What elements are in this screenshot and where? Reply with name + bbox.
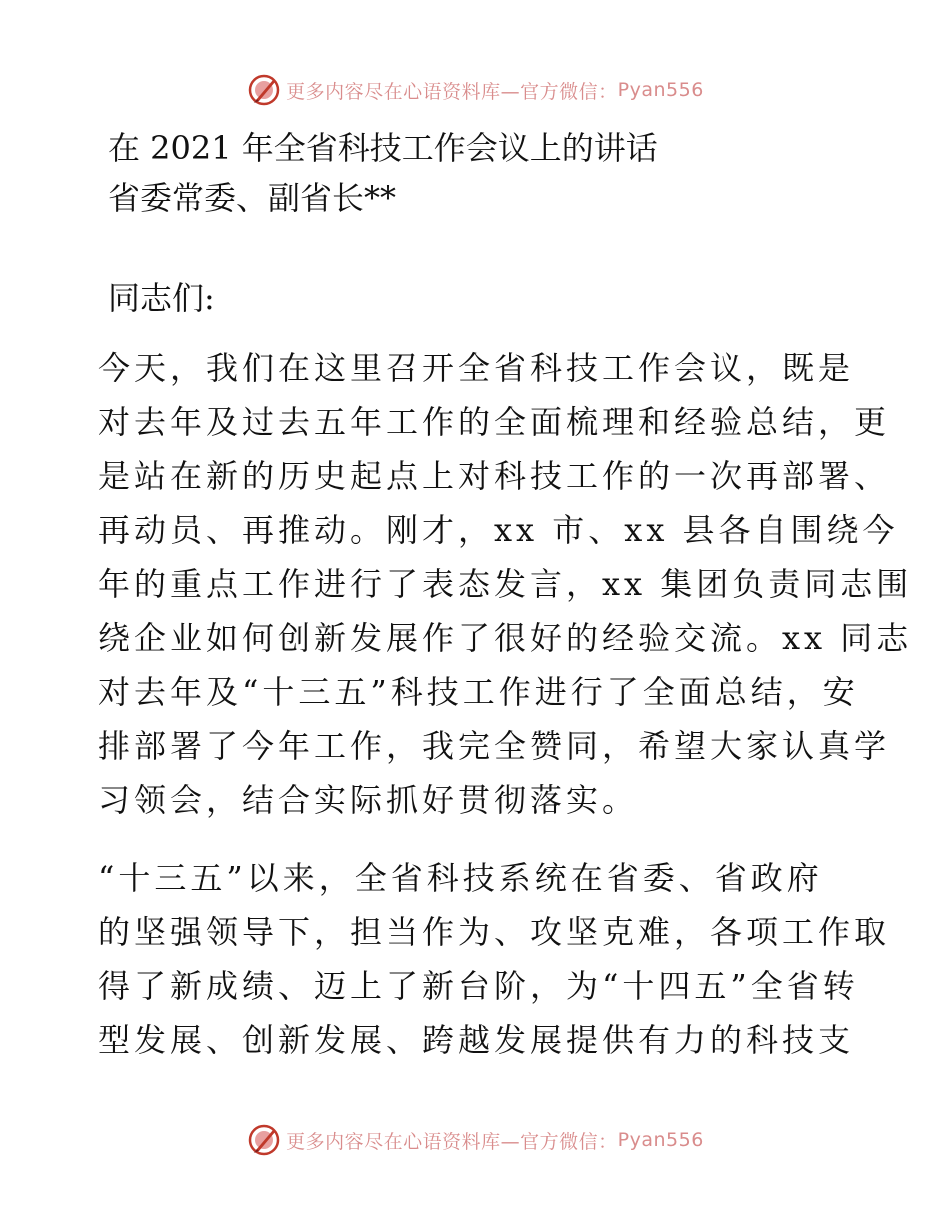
document-title: 在 2021 年全省科技工作会议上的讲话 [108, 129, 658, 167]
paragraph-line: 再动员、再推动。刚才，xx 市、xx 县各自围绕今 [98, 511, 899, 549]
watermark-wechat-id: Pyan556 [617, 79, 704, 101]
watermark-header [0, 70, 950, 110]
paragraph-1 [98, 346, 913, 832]
watermark-text: 更多内容尽在心语资料库—官方微信： [286, 1130, 618, 1153]
paragraph-line: 绕企业如何创新发展作了很好的经验交流。xx 同志 [98, 619, 913, 657]
quill-pen-logo-icon [246, 72, 282, 108]
speaker-line: 省委常委、副省长** [108, 179, 397, 217]
paragraph-line: 排部署了今年工作，我完全赞同，希望大家认真学 [98, 727, 891, 765]
watermark-footer [0, 1120, 950, 1160]
salutation: 同志们: [108, 279, 215, 317]
watermark-text: 更多内容尽在心语资料库—官方微信： [286, 80, 618, 103]
quill-pen-logo-icon [246, 1122, 282, 1158]
paragraph-2 [98, 856, 891, 1072]
paragraph-line: 对去年及“十三五”科技工作进行了全面总结，安 [98, 673, 859, 711]
paragraph-line: 习领会，结合实际抓好贯彻落实。 [98, 781, 639, 819]
paragraph-line: 对去年及过去五年工作的全面梳理和经验总结，更 [98, 403, 891, 441]
paragraph-line: 今天，我们在这里召开全省科技工作会议，既是 [98, 349, 855, 387]
paragraph-line: 年的重点工作进行了表态发言，xx 集团负责同志围 [98, 565, 913, 603]
paragraph-line: 的坚强领导下，担当作为、攻坚克难，各项工作取 [98, 913, 891, 951]
watermark-wechat-id: Pyan556 [617, 1129, 704, 1151]
paragraph-line: 得了新成绩、迈上了新台阶，为“十四五”全省转 [98, 967, 859, 1005]
paragraph-line: “十三五”以来，全省科技系统在省委、省政府 [98, 859, 823, 897]
paragraph-line: 型发展、创新发展、跨越发展提供有力的科技支 [98, 1021, 855, 1059]
paragraph-line: 是站在新的历史起点上对科技工作的一次再部署、 [98, 457, 891, 495]
